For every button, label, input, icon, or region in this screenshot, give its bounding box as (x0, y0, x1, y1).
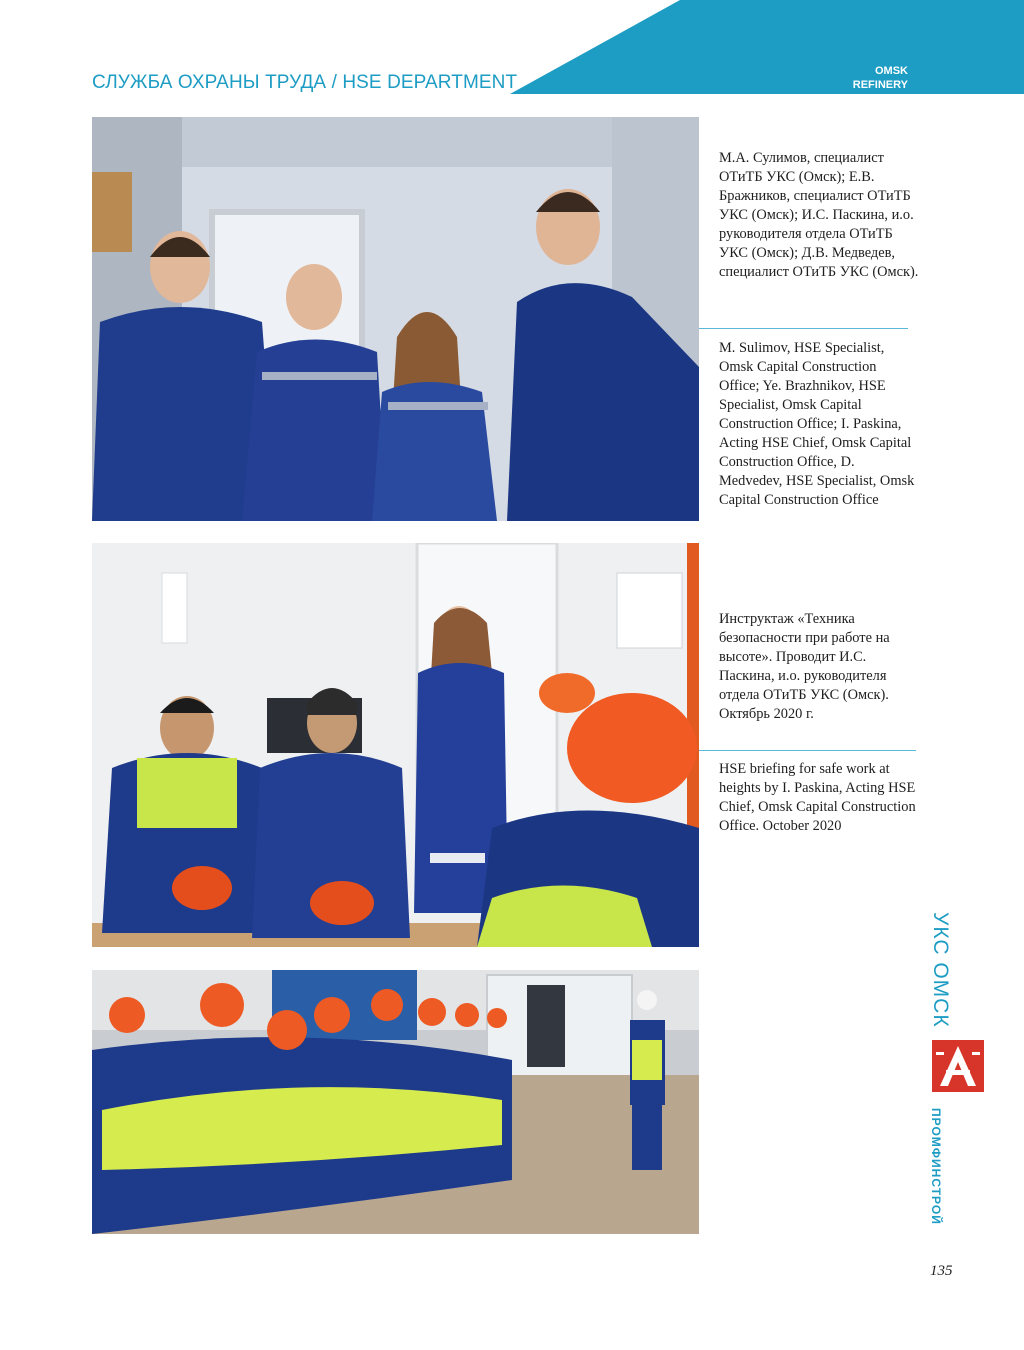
page-number: 135 (930, 1263, 953, 1279)
refinery-line-2: REFINERY (852, 79, 908, 91)
team-portrait-photo (92, 117, 699, 521)
photo1-caption-ru: М.А. Сулимов, специалист ОТиТБ УКС (Омск); Е.В. Бражников, специалист ОТиТБ УКС (Омск); И.С. Паскина, и.о. руководителя отдела ОТиТБ УКС (Омск); Д.В. Медведев, специалист ОТиТБ УКС (Омск). (719, 150, 919, 280)
header-separator: / (326, 72, 343, 93)
refinery-line-1: OMSK (875, 65, 908, 77)
photo1-caption-en: M. Sulimov, HSE Specialist, Omsk Capital Construction Office; Ye. Brazhnikov, HSE Specialist, Omsk Capital Construction Office; I. Paskina, Acting HSE Chief, Omsk Capital Construction Office, D. Medvedev, HSE Specialist, Omsk Capital Construction Office (719, 340, 915, 508)
section-vertical-label: УКС ОМСК (929, 912, 952, 1028)
photo2-caption-ru: Инструктаж «Техника безопасности при работе на высоте». Проводит И.С. Паскина, и.о. руководителя отдела ОТиТБ УКС (Омск). Октябрь 2020 г. (719, 611, 890, 722)
promfinstroy-logo-icon (932, 1040, 984, 1092)
outdoor-lineup-photo (92, 970, 699, 1234)
brand-vertical-label: ПРОМФИНСТРОЙ (929, 1108, 943, 1225)
header-title-ru: СЛУЖБА ОХРАНЫ ТРУДА (92, 72, 327, 93)
photo2-caption-en: HSE briefing for safe work at heights by I. Paskina, Acting HSE Chief, Omsk Capital Construction Office. October 2020 (719, 761, 916, 834)
caption-divider (699, 750, 916, 751)
briefing-photo (92, 543, 699, 947)
refinery-label (853, 64, 908, 92)
header-title-en: HSE DEPARTMENT (342, 72, 518, 93)
caption-divider (699, 328, 908, 329)
section-header (92, 72, 517, 94)
